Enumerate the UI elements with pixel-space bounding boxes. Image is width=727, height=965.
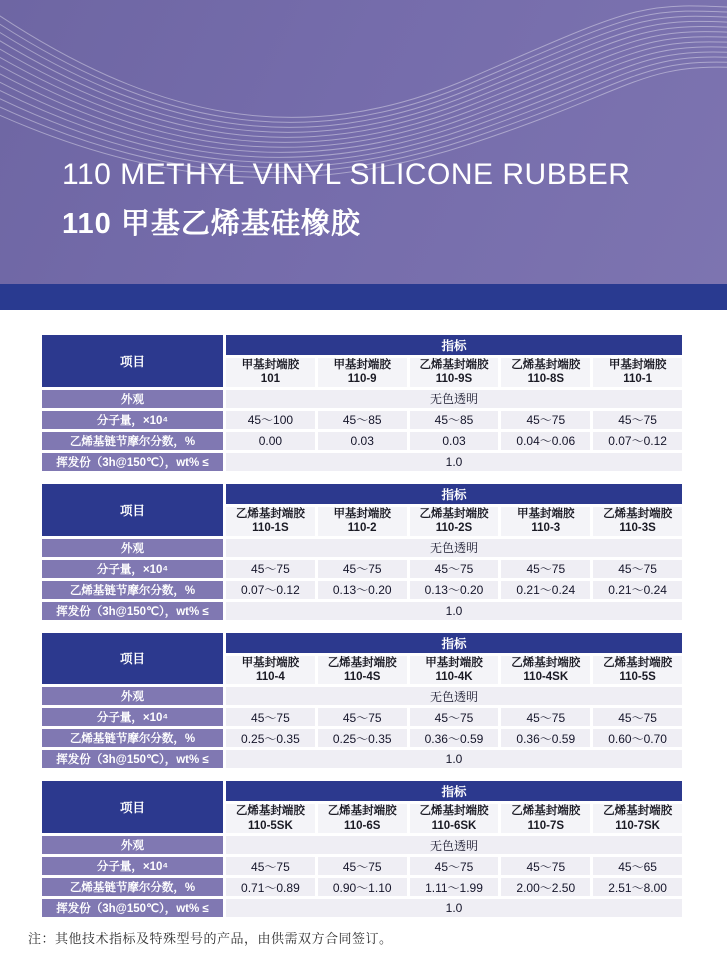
value-cell: 45～100 (226, 411, 315, 429)
value-cell: 45～75 (501, 560, 590, 578)
product-name: 甲基封端胶 (608, 359, 667, 371)
product-model: 110-6SK (431, 819, 477, 832)
row-label-vinyl-mole-fraction: 乙烯基链节摩尔分数，% (42, 432, 223, 450)
value-cell: 0.03 (410, 432, 499, 450)
volatile-row (42, 899, 682, 917)
product-model: 110-2 (347, 522, 377, 535)
product-name: 乙烯基封端胶 (603, 656, 673, 669)
product-model: 110-7S (527, 819, 565, 832)
value-cell: 45～75 (226, 857, 315, 875)
column-header-item: 项目 (42, 335, 223, 387)
volatile-value: 1.0 (226, 750, 682, 768)
value-cell: 45～85 (318, 411, 407, 429)
page-title-block (62, 158, 630, 242)
value-cell: 0.25～0.35 (318, 729, 407, 747)
value-cell: 45～75 (501, 857, 590, 875)
value-cell: 0.36～0.59 (410, 729, 499, 747)
product-header (501, 507, 590, 536)
product-header (226, 804, 315, 833)
value-cell: 45～75 (410, 708, 499, 726)
value-cell: 45～75 (226, 560, 315, 578)
molecular-weight-row (42, 857, 682, 875)
product-model: 110-2S (435, 522, 473, 535)
product-header (593, 358, 682, 387)
product-header (410, 656, 499, 685)
product-model: 110-5S (619, 670, 656, 683)
product-model: 110-1 (623, 373, 652, 386)
product-header (410, 358, 499, 387)
product-model: 110-4 (256, 670, 285, 683)
value-cell: 0.03 (318, 432, 407, 450)
product-name: 乙烯基封端胶 (419, 805, 489, 818)
product-header (318, 804, 407, 833)
column-header-index: 指标 (226, 633, 682, 653)
product-name: 甲基封端胶 (333, 359, 391, 371)
volatile-row (42, 453, 682, 471)
value-cell: 45～75 (501, 411, 590, 429)
vinyl-mole-fraction-row (42, 878, 682, 896)
product-model: 110-3S (619, 522, 656, 535)
value-cell: 1.11～1.99 (410, 878, 499, 896)
column-header-index: 指标 (226, 335, 682, 355)
product-model: 110-1S (252, 522, 289, 535)
product-name: 甲基封端胶 (241, 359, 300, 371)
product-name: 乙烯基封端胶 (419, 359, 489, 371)
value-cell: 0.36～0.59 (501, 729, 590, 747)
value-cell: 0.71～0.89 (226, 878, 315, 896)
row-label-molecular-weight: 分子量，×10⁴ (42, 560, 223, 578)
value-cell: 0.13～0.20 (410, 581, 499, 599)
row-label-volatile: 挥发份（3h@150℃），wt% ≤ (42, 750, 223, 768)
product-header (226, 358, 315, 387)
appearance-value: 无色透明 (226, 390, 682, 408)
spec-table (39, 778, 685, 920)
row-label-appearance: 外观 (42, 390, 223, 408)
row-label-molecular-weight: 分子量，×10⁴ (42, 708, 223, 726)
row-label-appearance: 外观 (42, 836, 223, 854)
value-cell: 45～75 (593, 411, 682, 429)
product-header (226, 507, 315, 536)
value-cell: 0.21～0.24 (593, 581, 682, 599)
product-header (318, 656, 407, 685)
volatile-value: 1.0 (226, 602, 682, 620)
appearance-value: 无色透明 (226, 836, 682, 854)
product-model: 110-4SK (523, 670, 569, 683)
value-cell: 45～75 (318, 560, 407, 578)
column-header-item: 项目 (42, 484, 223, 536)
value-cell: 45～75 (410, 560, 499, 578)
product-model: 110-8S (527, 373, 565, 386)
product-name: 甲基封端胶 (241, 656, 300, 669)
value-cell: 45～75 (410, 857, 499, 875)
row-label-volatile: 挥发份（3h@150℃），wt% ≤ (42, 602, 223, 620)
molecular-weight-row (42, 708, 682, 726)
volatile-value: 1.0 (226, 453, 682, 471)
product-header (410, 507, 499, 536)
value-cell: 45～65 (593, 857, 682, 875)
product-model: 110-4K (435, 670, 473, 683)
row-label-vinyl-mole-fraction: 乙烯基链节摩尔分数，% (42, 581, 223, 599)
product-name: 乙烯基封端胶 (511, 805, 581, 818)
value-cell: 0.60～0.70 (593, 729, 682, 747)
value-cell: 0.21～0.24 (501, 581, 590, 599)
value-cell: 2.51～8.00 (593, 878, 682, 896)
product-model: 110-3 (531, 522, 561, 535)
product-name: 乙烯基封端胶 (419, 507, 489, 520)
appearance-row (42, 687, 682, 705)
column-header-index: 指标 (226, 484, 682, 504)
header-banner (0, 0, 727, 284)
row-label-volatile: 挥发份（3h@150℃），wt% ≤ (42, 899, 223, 917)
product-header (593, 804, 682, 833)
product-name: 乙烯基封端胶 (603, 805, 673, 818)
product-header (410, 804, 499, 833)
product-model: 110-5SK (248, 819, 293, 832)
product-name: 乙烯基封端胶 (327, 805, 397, 818)
appearance-value: 无色透明 (226, 687, 682, 705)
value-cell: 45～75 (318, 857, 407, 875)
row-label-vinyl-mole-fraction: 乙烯基链节摩尔分数，% (42, 729, 223, 747)
row-label-volatile: 挥发份（3h@150℃），wt% ≤ (42, 453, 223, 471)
product-model: 101 (260, 373, 280, 386)
value-cell: 0.07～0.12 (593, 432, 682, 450)
product-model: 110-4S (343, 670, 381, 683)
product-header (501, 656, 590, 685)
page-title-zh: 110 甲基乙烯基硅橡胶 (62, 208, 361, 240)
molecular-weight-row (42, 411, 682, 429)
value-cell: 0.13～0.20 (318, 581, 407, 599)
product-header (593, 507, 682, 536)
volatile-row (42, 602, 682, 620)
product-name: 乙烯基封端胶 (603, 507, 673, 520)
value-cell: 45～75 (593, 708, 682, 726)
molecular-weight-row (42, 560, 682, 578)
page-title-en: 110 METHYL VINYL SILICONE RUBBER (62, 158, 631, 191)
vinyl-mole-fraction-row (42, 729, 682, 747)
column-header-item: 项目 (42, 633, 223, 685)
value-cell: 0.90～1.10 (318, 878, 407, 896)
value-cell: 2.00～2.50 (501, 878, 590, 896)
product-header (501, 358, 590, 387)
row-label-molecular-weight: 分子量，×10⁴ (42, 857, 223, 875)
spec-table (39, 630, 685, 772)
appearance-row (42, 390, 682, 408)
product-name: 乙烯基封端胶 (327, 656, 397, 669)
appearance-row (42, 836, 682, 854)
value-cell: 45～75 (226, 708, 315, 726)
value-cell: 0.25～0.35 (226, 729, 315, 747)
value-cell: 45～75 (318, 708, 407, 726)
spec-table (39, 481, 685, 623)
divider-bar (0, 284, 727, 310)
product-model: 110-9S (435, 373, 473, 386)
volatile-row (42, 750, 682, 768)
product-name: 乙烯基封端胶 (511, 656, 581, 669)
vinyl-mole-fraction-row (42, 432, 682, 450)
product-header (226, 656, 315, 685)
row-label-vinyl-mole-fraction: 乙烯基链节摩尔分数，% (42, 878, 223, 896)
appearance-value: 无色透明 (226, 539, 682, 557)
appearance-row (42, 539, 682, 557)
volatile-value: 1.0 (226, 899, 682, 917)
product-name: 乙烯基封端胶 (235, 805, 305, 818)
row-label-molecular-weight: 分子量，×10⁴ (42, 411, 223, 429)
footnote: 注：其他技术指标及特殊型号的产品，由供需双方合同签订。 (28, 931, 393, 946)
value-cell: 45～75 (593, 560, 682, 578)
product-name: 甲基封端胶 (333, 507, 391, 520)
product-model: 110-9 (347, 373, 377, 386)
row-label-appearance: 外观 (42, 687, 223, 705)
product-name: 乙烯基封端胶 (235, 507, 305, 520)
product-name: 甲基封端胶 (425, 656, 483, 669)
value-cell: 0.04～0.06 (501, 432, 590, 450)
spec-tables-section (39, 332, 691, 920)
column-header-item: 项目 (42, 781, 223, 833)
vinyl-mole-fraction-row (42, 581, 682, 599)
product-header (593, 656, 682, 685)
product-header (501, 804, 590, 833)
product-header (318, 358, 407, 387)
product-header (318, 507, 407, 536)
product-name: 甲基封端胶 (517, 507, 575, 520)
row-label-appearance: 外观 (42, 539, 223, 557)
column-header-index: 指标 (226, 781, 682, 801)
value-cell: 45～75 (501, 708, 590, 726)
value-cell: 0.07～0.12 (226, 581, 315, 599)
product-model: 110-7SK (615, 819, 660, 832)
spec-table (39, 332, 685, 474)
product-name: 乙烯基封端胶 (511, 359, 581, 371)
value-cell: 45～85 (410, 411, 499, 429)
value-cell: 0.00 (226, 432, 315, 450)
product-model: 110-6S (343, 819, 381, 832)
